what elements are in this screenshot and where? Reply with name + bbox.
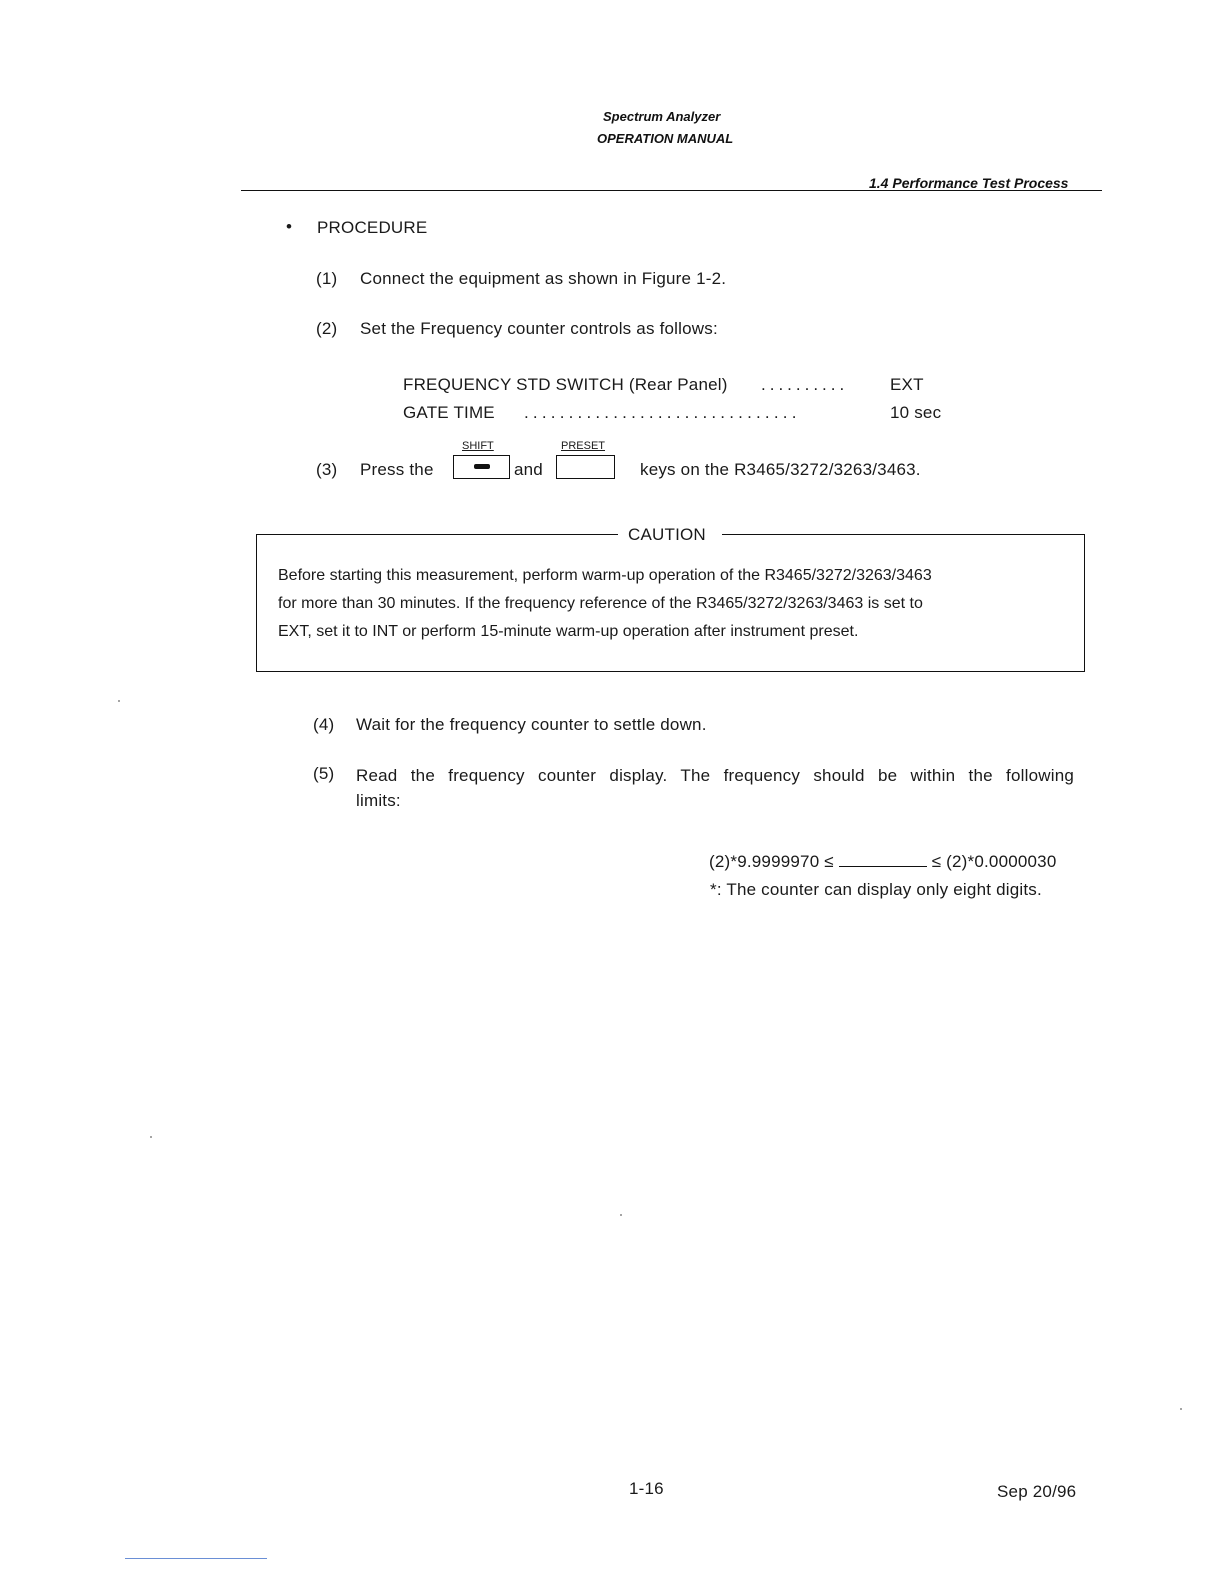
caution-title: CAUTION (628, 525, 706, 544)
preset-key (556, 455, 615, 479)
caution-line-3: EXT, set it to INT or perform 15-minute warm-up operation after instrument preset. (278, 623, 859, 640)
caution-text (278, 562, 1058, 646)
header-rule (241, 190, 1102, 191)
step-4-number: (4) (313, 715, 335, 734)
step-2-text: Set the Frequency counter controls as follows: (360, 319, 718, 338)
bullet: • (286, 217, 293, 236)
caution-line-1: Before starting this measurement, perform warm-up operation of the R3465/3272/3263/3463 (278, 567, 932, 584)
setting-gate-time-label: GATE TIME (403, 403, 495, 422)
shift-key (453, 455, 510, 479)
preset-key-label: PRESET (561, 440, 606, 452)
manual-subtitle: OPERATION MANUAL (597, 131, 734, 146)
minus-icon (474, 464, 490, 469)
setting-gate-time-value: 10 sec (890, 403, 942, 422)
step-3-and: and (514, 460, 543, 479)
scan-speck (118, 700, 120, 702)
limits-note: *: The counter can display only eight digits. (710, 880, 1042, 899)
caution-line-2: for more than 30 minutes. If the frequency reference of the R3465/3272/3263/3463 is set to (278, 595, 923, 612)
setting-gate-time-dots: ............................... (524, 403, 801, 422)
procedure-heading: PROCEDURE (317, 218, 428, 237)
scan-speck (1180, 1408, 1182, 1410)
limit-lower: (2)*9.9999970 ≤ (709, 852, 834, 871)
section-title: 1.4 Performance Test Process (869, 175, 1069, 191)
step-3-press: Press the (360, 460, 434, 479)
footer-date: Sep 20/96 (997, 1482, 1077, 1501)
step-5-text-line-1: Read the frequency counter display. The frequency should be within the following (356, 766, 1074, 785)
setting-freq-std-label: FREQUENCY STD SWITCH (Rear Panel) (403, 375, 728, 394)
step-3-keys-text: keys on the R3465/3272/3263/3463. (640, 460, 921, 479)
page-number: 1-16 (629, 1479, 664, 1498)
step-1-number: (1) (316, 269, 338, 288)
step-2-number: (2) (316, 319, 338, 338)
setting-freq-std-value: EXT (890, 375, 924, 394)
limits-row (709, 852, 1057, 872)
shift-key-label: SHIFT (462, 440, 494, 452)
limit-upper: ≤ (2)*0.0000030 (931, 852, 1057, 871)
limit-blank (839, 852, 927, 867)
step-5-number: (5) (313, 764, 335, 783)
scan-speck (620, 1214, 622, 1216)
manual-title: Spectrum Analyzer (603, 109, 721, 124)
step-4-text: Wait for the frequency counter to settle down. (356, 715, 707, 734)
scan-edge-line (125, 1558, 267, 1559)
step-5-text-line-2: limits: (356, 791, 401, 810)
step-1-text: Connect the equipment as shown in Figure 1-2. (360, 269, 727, 288)
scan-speck (150, 1136, 152, 1138)
step-3-number: (3) (316, 460, 338, 479)
setting-freq-std-dots: .......... (761, 375, 849, 394)
